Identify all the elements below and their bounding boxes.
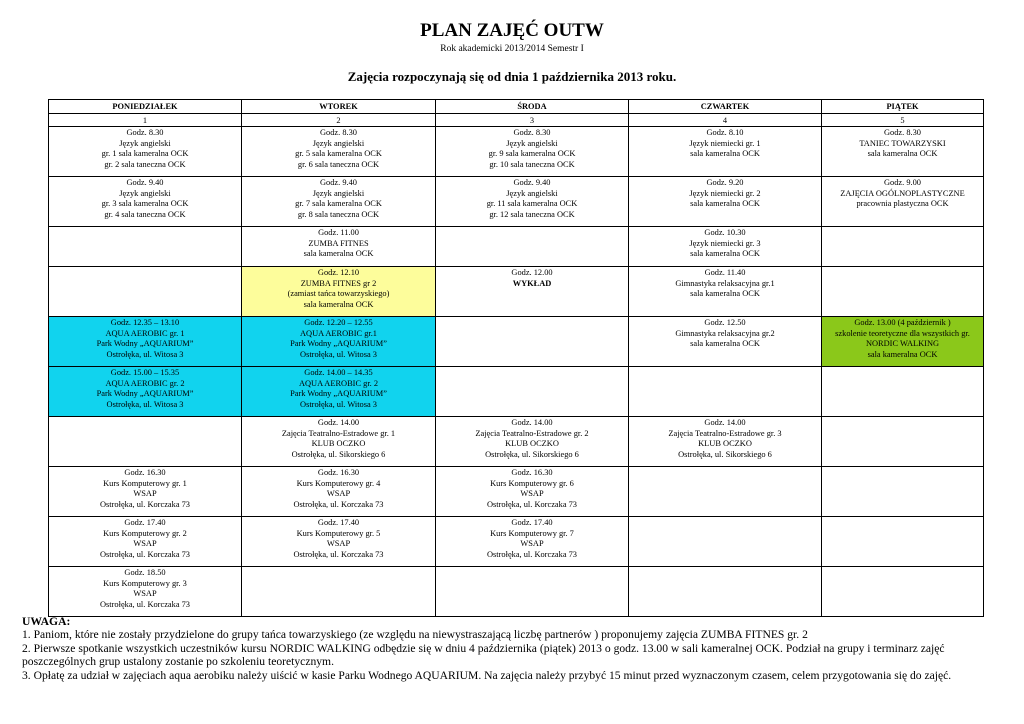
cell-text-line: Język angielski [312, 188, 365, 198]
cell-text-line: Godz. 15.00 – 15.35 [110, 368, 180, 377]
schedule-cell-monday [49, 267, 242, 317]
cell-text-line: gr. 6 sala taneczna OCK [297, 159, 380, 169]
cell-text-line: Godz. 18.50 [124, 568, 166, 577]
schedule-cell-tuesday [242, 127, 436, 177]
schedule-cell-tuesday [242, 517, 436, 567]
schedule-cell-tuesday [242, 467, 436, 517]
cell-text-line: Godz. 17.40 [124, 518, 166, 527]
schedule-row [49, 517, 984, 567]
cell-text-line: gr. 3 sala kameralna OCK [101, 199, 189, 209]
cell-text-line: Kurs Komputerowy gr. 5 [296, 528, 381, 538]
cell-text-line: Język angielski [506, 188, 558, 198]
cell-text-line: Ostrołęka, ul. Korczaka 73 [100, 599, 190, 609]
cell-text-line: KLUB OCZKO [505, 439, 559, 449]
schedule-row [49, 267, 984, 317]
cell-text-line: Godz. 10.30 [704, 228, 746, 237]
schedule-cell-monday [49, 127, 242, 177]
schedule-cell-friday [822, 517, 984, 567]
schedule-cell-wednesday [436, 367, 629, 417]
schedule-cell-thursday [629, 567, 822, 617]
cell-text-line: Ostrołęka, ul. Sikorskiego 6 [291, 449, 386, 459]
cell-text-line: Ostrołęka, ul. Korczaka 73 [487, 499, 577, 509]
schedule-cell-monday [49, 467, 242, 517]
day-header-wednesday: ŚRODA [436, 100, 629, 114]
cell-text-line: sala kameralna OCK [867, 349, 938, 359]
cell-text-line: sala kameralna OCK [303, 299, 374, 309]
day-header-monday: PONIEDZIAŁEK [49, 100, 242, 114]
cell-text-line: Kurs Komputerowy gr. 6 [490, 478, 574, 488]
schedule-cell-monday [49, 517, 242, 567]
cell-text-line: Godz. 8.30 [126, 128, 164, 137]
cell-text-line: gr. 4 sala taneczna OCK [104, 209, 186, 219]
cell-text-line: Godz. 17.40 [511, 518, 553, 527]
schedule-cell-wednesday [436, 317, 629, 367]
cell-text-line: Godz. 12.35 – 13.10 [110, 318, 180, 327]
cell-text-line: sala kameralna OCK [690, 249, 760, 259]
cell-text-line: Godz. 16.30 [317, 468, 360, 477]
cell-text-line: sala kameralna OCK [690, 339, 760, 349]
cell-text-line: Godz. 12.00 [511, 268, 553, 277]
cell-text-line: Język niemiecki gr. 1 [689, 138, 761, 148]
cell-text-line: szkolenie teoretyczne dla wszystkich gr. [835, 328, 970, 338]
cell-text-line: gr. 5 sala kameralna OCK [295, 149, 382, 159]
cell-text-line: WSAP [326, 539, 351, 549]
day-number: 1 [49, 114, 242, 127]
cell-text-line: Godz. 12.10 [317, 268, 360, 277]
cell-text-line: Godz. 16.30 [124, 468, 166, 477]
day-header-row [49, 100, 984, 114]
cell-text-line: WSAP [133, 489, 157, 499]
cell-text-line: Zajęcia Teatralno-Estradowe gr. 3 [668, 428, 782, 438]
cell-text-line: gr. 12 sala taneczna OCK [489, 209, 575, 219]
cell-text-line: WSAP [520, 489, 544, 499]
schedule-cell-tuesday [242, 367, 436, 417]
schedule-cell-monday [49, 317, 242, 367]
cell-text-line: ZAJĘCIA OGÓLNOPLASTYCZNE [840, 188, 965, 198]
cell-text-line: WYKŁAD [512, 278, 552, 288]
cell-text-line: Godz. 12.20 – 12.55 [304, 318, 373, 327]
cell-text-line: KLUB OCZKO [698, 439, 752, 449]
cell-text-line: Godz. 8.30 [513, 128, 551, 137]
schedule-cell-thursday [629, 267, 822, 317]
cell-text-line: pracownia plastyczna OCK [856, 199, 949, 209]
cell-text-line: Kurs Komputerowy gr. 3 [103, 578, 187, 588]
cell-text-line: Ostrołęka, ul. Sikorskiego 6 [485, 449, 579, 459]
day-header-thursday: CZWARTEK [629, 100, 822, 114]
cell-text-line: WSAP [326, 489, 351, 499]
day-number: 2 [242, 114, 436, 127]
cell-text-line: sala kameralna OCK [690, 289, 760, 299]
schedule-cell-tuesday [242, 227, 436, 267]
schedule-cell-tuesday [242, 567, 436, 617]
schedule-cell-monday [49, 177, 242, 227]
schedule-cell-friday [822, 417, 984, 467]
cell-text-line: Godz. 16.30 [511, 468, 553, 477]
cell-text-line: Kurs Komputerowy gr. 7 [490, 528, 574, 538]
schedule-row [49, 177, 984, 227]
cell-text-line: Gimnastyka relaksacyjna gr.1 [675, 278, 775, 288]
schedule-cell-wednesday [436, 567, 629, 617]
schedule-row [49, 467, 984, 517]
cell-text-line: Godz. 14.00 [704, 418, 746, 427]
cell-text-line: Zajęcia Teatralno-Estradowe gr. 1 [281, 428, 396, 438]
cell-text-line: Język angielski [119, 138, 171, 148]
cell-text-line: sala kameralna OCK [690, 149, 760, 159]
schedule-cell-wednesday [436, 517, 629, 567]
cell-text-line: (zamiast tańca towarzyskiego) [287, 289, 390, 299]
schedule-cell-friday [822, 267, 984, 317]
page-title: PLAN ZAJĘĆ OUTW [420, 20, 604, 41]
schedule-row [49, 367, 984, 417]
cell-text-line: Park Wodny „AQUARIUM” [96, 389, 194, 399]
cell-text-line: Język niemiecki gr. 3 [689, 238, 761, 248]
note-line: 1. Paniom, które nie zostały przydzielone do grupy tańca towarzyskiego (ze względu na niewystraszającą liczbę partnerów ) proponujemy zajęcia ZUMBA FITNES gr. 2 [22, 628, 808, 642]
schedule-cell-tuesday [242, 417, 436, 467]
page-subtitle: Rok akademicki 2013/2014 Semestr I [440, 44, 584, 54]
cell-text-line: Godz. 9.00 [884, 178, 921, 187]
schedule-cell-tuesday [242, 177, 436, 227]
cell-text-line: WSAP [133, 539, 157, 549]
day-number: 4 [629, 114, 822, 127]
schedule-cell-monday [49, 567, 242, 617]
cell-text-line: Godz. 9.20 [706, 178, 744, 187]
cell-text-line: Język angielski [312, 138, 365, 148]
schedule-row [49, 227, 984, 267]
cell-text-line: Ostrołęka, ul. Witosa 3 [300, 399, 377, 409]
schedule-row [49, 127, 984, 177]
cell-text-line: NORDIC WALKING [865, 339, 940, 349]
schedule-cell-monday [49, 227, 242, 267]
note-line: 2. Pierwsze spotkanie wszystkich uczestników kursu NORDIC WALKING odbędzie się w dniu 4 października (piątek) 2013 o godz. 13.00 w sali kameralnej OCK. Podział na grupy i terminarz zajęć poszczególnych grup ustalony zostanie po szkoleniu teoretycznym. [22, 641, 945, 669]
day-number: 5 [822, 114, 984, 127]
schedule-cell-friday [822, 177, 984, 227]
cell-text-line: AQUA AEROBIC gr.1 [299, 328, 377, 338]
cell-text-line: TANIEC TOWARZYSKI [859, 138, 946, 148]
cell-text-line: Ostrołęka, ul. Korczaka 73 [100, 499, 190, 509]
cell-text-line: Godz. 14.00 – 14.35 [304, 368, 373, 377]
schedule-cell-thursday [629, 177, 822, 227]
schedule-row [49, 417, 984, 467]
cell-text-line: Park Wodny „AQUARIUM” [96, 339, 194, 349]
cell-text-line: Godz. 13.00 (4 październik ) [854, 318, 951, 327]
schedule-cell-wednesday [436, 417, 629, 467]
schedule-cell-tuesday [242, 317, 436, 367]
cell-text-line: Kurs Komputerowy gr. 2 [103, 528, 187, 538]
cell-text-line: Godz. 9.40 [513, 178, 551, 187]
cell-text-line: Ostrołęka, ul. Sikorskiego 6 [678, 449, 772, 459]
cell-text-line: sala kameralna OCK [690, 199, 760, 209]
schedule-cell-thursday [629, 467, 822, 517]
schedule-cell-monday [49, 417, 242, 467]
cell-text-line: Ostrołęka, ul. Witosa 3 [106, 349, 184, 359]
cell-text-line: sala kameralna OCK [867, 149, 938, 159]
cell-text-line: Kurs Komputerowy gr. 1 [103, 478, 187, 488]
cell-text-line: gr. 2 sala taneczna OCK [104, 159, 186, 169]
schedule-cell-wednesday [436, 467, 629, 517]
cell-text-line: Godz. 11.00 [318, 228, 359, 237]
cell-text-line: Ostrołęka, ul. Witosa 3 [300, 349, 377, 359]
schedule-cell-friday [822, 367, 984, 417]
cell-text-line: Gimnastyka relaksacyjna gr.2 [675, 328, 775, 338]
cell-text-line: Godz. 9.40 [320, 178, 357, 187]
cell-text-line: Język angielski [506, 138, 558, 148]
cell-text-line: Park Wodny „AQUARIUM” [290, 389, 387, 399]
schedule-row [49, 317, 984, 367]
cell-text-line: Ostrołęka, ul. Korczaka 73 [293, 499, 384, 509]
schedule-cell-friday [822, 567, 984, 617]
schedule-cell-thursday [629, 127, 822, 177]
schedule-cell-wednesday [436, 267, 629, 317]
cell-text-line: Godz. 9.40 [126, 178, 164, 187]
cell-text-line: Godz. 11.40 [704, 268, 746, 277]
schedule-table [48, 99, 984, 617]
note-line: 3. Opłatę za udział w zajęciach aqua aerobiku należy uiścić w kasie Parku Wodnego AQUARIUM. Na zajęcia należy przybyć 15 minut przed wyznaczonym czasem, celem przygotowania się do zajęć. [22, 668, 952, 682]
cell-text-line: AQUA AEROBIC gr. 2 [105, 378, 185, 388]
cell-text-line: Godz. 8.30 [320, 128, 357, 137]
schedule-cell-thursday [629, 417, 822, 467]
cell-text-line: AQUA AEROBIC gr. 2 [298, 378, 379, 388]
cell-text-line: Godz. 12.50 [704, 318, 746, 327]
cell-text-line: Ostrołęka, ul. Witosa 3 [106, 399, 184, 409]
cell-text-line: Godz. 8.30 [884, 128, 921, 137]
cell-text-line: KLUB OCZKO [311, 439, 366, 449]
cell-text-line: gr. 1 sala kameralna OCK [101, 149, 189, 159]
cell-text-line: gr. 11 sala kameralna OCK [486, 199, 578, 209]
schedule-cell-thursday [629, 367, 822, 417]
cell-text-line: gr. 10 sala taneczna OCK [489, 159, 575, 169]
cell-text-line: Godz. 14.00 [511, 418, 553, 427]
cell-text-line: Język angielski [119, 188, 171, 198]
cell-text-line: Godz. 17.40 [317, 518, 360, 527]
schedule-cell-wednesday [436, 177, 629, 227]
cell-text-line: Ostrołęka, ul. Korczaka 73 [100, 549, 190, 559]
schedule-cell-thursday [629, 227, 822, 267]
cell-text-line: gr. 7 sala kameralna OCK [295, 199, 382, 209]
schedule-row [49, 567, 984, 617]
cell-text-line: WSAP [133, 589, 157, 599]
schedule-cell-friday [822, 467, 984, 517]
schedule-cell-wednesday [436, 127, 629, 177]
cell-text-line: sala kameralna OCK [303, 249, 374, 259]
schedule-cell-monday [49, 367, 242, 417]
schedule-cell-friday [822, 127, 984, 177]
cell-text-line: Park Wodny „AQUARIUM” [290, 339, 387, 349]
cell-text-line: Kurs Komputerowy gr. 4 [296, 478, 381, 488]
notes-section [22, 615, 1002, 682]
day-header-friday: PIĄTEK [822, 100, 984, 114]
cell-text-line: WSAP [520, 539, 544, 549]
cell-text-line: gr. 9 sala kameralna OCK [488, 149, 576, 159]
cell-text-line: Ostrołęka, ul. Korczaka 73 [293, 549, 384, 559]
cell-text-line: Godz. 14.00 [317, 418, 360, 427]
schedule-cell-thursday [629, 517, 822, 567]
day-number: 3 [436, 114, 629, 127]
start-date-note: Zajęcia rozpoczynają się od dnia 1 października 2013 roku. [347, 69, 677, 84]
notes-title: UWAGA: [22, 615, 71, 628]
cell-text-line: ZUMBA FITNES [308, 238, 369, 248]
cell-text-line: Godz. 8.10 [706, 128, 744, 137]
cell-text-line: Zajęcia Teatralno-Estradowe gr. 2 [475, 428, 589, 438]
schedule-cell-tuesday [242, 267, 436, 317]
cell-text-line: Język niemiecki gr. 2 [689, 188, 761, 198]
schedule-cell-wednesday [436, 227, 629, 267]
day-number-row [49, 114, 984, 127]
schedule-cell-friday [822, 317, 984, 367]
schedule-cell-friday [822, 227, 984, 267]
cell-text-line: Ostrołęka, ul. Korczaka 73 [487, 549, 577, 559]
cell-text-line: AQUA AEROBIC gr. 1 [105, 328, 185, 338]
schedule-cell-thursday [629, 317, 822, 367]
cell-text-line: gr. 8 sala taneczna OCK [297, 209, 380, 219]
cell-text-line: ZUMBA FITNES gr 2 [300, 278, 377, 288]
day-header-tuesday: WTOREK [242, 100, 436, 114]
